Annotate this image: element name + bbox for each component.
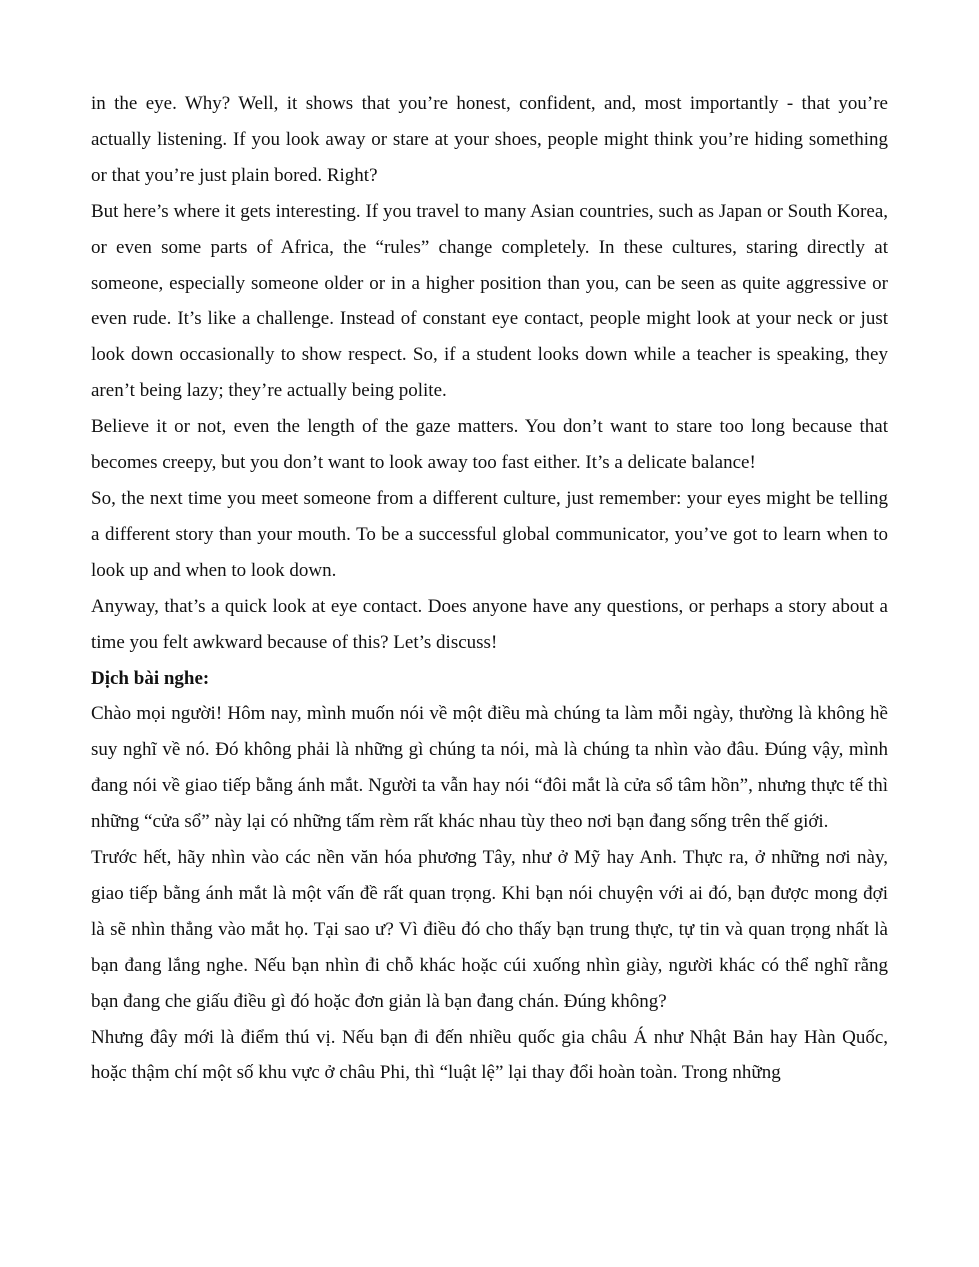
vietnamese-paragraph-1: Chào mọi người! Hôm nay, mình muốn nói về một điều mà chúng ta làm mỗi ngày, thường là không hề suy nghĩ về nó. Đó không phải là những gì chúng ta nói, mà là chúng ta nhìn vào đâu. Đúng vậy, mình đang nói về giao tiếp bằng ánh mắt. Người ta vẫn hay nói “đôi mắt là cửa sổ tâm hồn”, nhưng thực tế thì những “cửa sổ” này lại có những tấm rèm rất khác nhau tùy theo nơi bạn đang sống trên thế giới. [91,703,888,833]
document-page [91,86,888,1091]
english-paragraph-1: in the eye. Why? Well, it shows that you’re honest, confident, and, most importantly - that you’re actually listening. If you look away or stare at your shoes, people might think you’re hiding something or that you’re just plain bored. Right? [91,93,888,186]
english-paragraph-4: So, the next time you meet someone from a different culture, just remember: your eyes might be telling a different story than your mouth. To be a successful global communicator, you’ve got to learn when to look up and when to look down. [91,487,888,581]
vietnamese-paragraph-3: Nhưng đây mới là điểm thú vị. Nếu bạn đi đến nhiều quốc gia châu Á như Nhật Bản hay Hàn Quốc, hoặc thậm chí một số khu vực ở châu Phi, thì “luật lệ” lại thay đổi hoàn toàn. Trong những [91,1026,888,1084]
translation-heading: Dịch bài nghe: [91,667,210,689]
english-paragraph-5: Anyway, that’s a quick look at eye contact. Does anyone have any questions, or perhaps a story about a time you felt awkward because of this? Let’s discuss! [91,595,888,653]
english-paragraph-2: But here’s where it gets interesting. If you travel to many Asian countries, such as Japan or South Korea, or even some parts of Africa, the “rules” change completely. In these cultures, staring directly at someone, especially someone older or in a higher position than you, can be seen as quite aggressive or even rude. It’s like a challenge. Instead of constant eye contact, people might look at your neck or just look down occasionally to show respect. So, if a student looks down while a teacher is speaking, they aren’t being lazy; they’re actually being polite. [91,200,888,402]
vietnamese-paragraph-2: Trước hết, hãy nhìn vào các nền văn hóa phương Tây, như ở Mỹ hay Anh. Thực ra, ở những nơi này, giao tiếp bằng ánh mắt là một vấn đề rất quan trọng. Khi bạn nói chuyện với ai đó, bạn được mong đợi là sẽ nhìn thẳng vào mắt họ. Tại sao ư? Vì điều đó cho thấy bạn trung thực, tự tin và quan trọng nhất là bạn đang lắng nghe. Nếu bạn nhìn đi chỗ khác hoặc cúi xuống nhìn giày, người khác có thể nghĩ rằng bạn đang che giấu điều gì đó hoặc đơn giản là bạn đang chán. Đúng không? [91,847,888,1012]
english-paragraph-3: Believe it or not, even the length of the gaze matters. You don’t want to stare too long because that becomes creepy, but you don’t want to look away too fast either. It’s a delicate balance! [91,416,888,474]
